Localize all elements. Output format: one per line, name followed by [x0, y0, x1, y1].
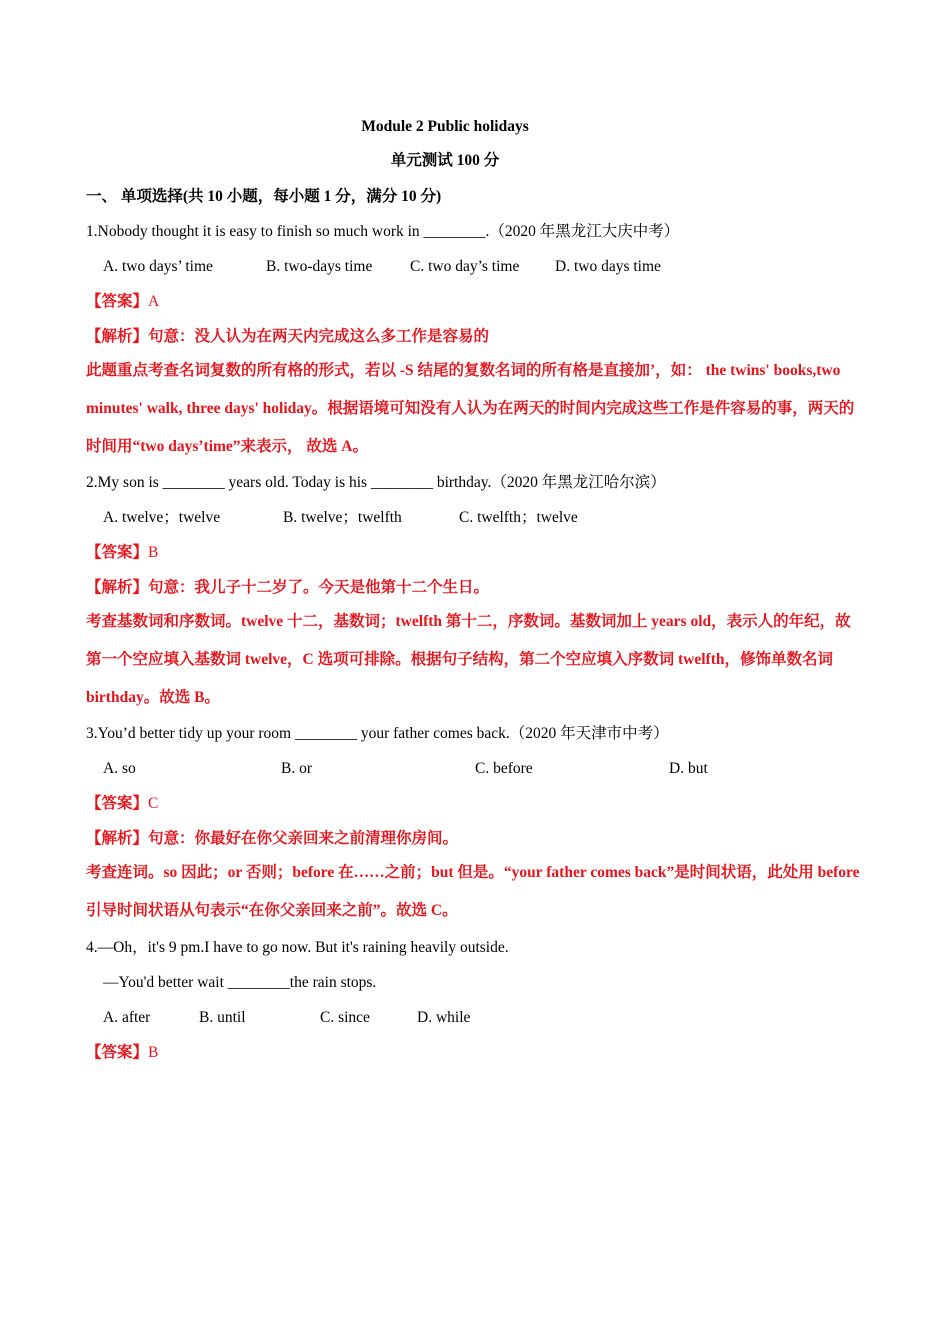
option: A. after: [103, 1009, 151, 1026]
question-2-stem: 2.My son is ________ years old. Today is his ________ birthday.（2020 年黑龙江哈尔滨）: [86, 474, 666, 491]
question-2-explanation: 考查基数词和序数词。twelve 十二，基数词；twelfth 第十二，序数词。基数词加上 years old，表示人的年纪，故第一个空应填入基数词 twelve，C 选项可排除。根据句子结构，第二个空应填入序数词 twelfth，修饰单数名词 birthday。故选 B。: [86, 613, 851, 706]
analysis-tag: 【解析】: [86, 579, 149, 596]
answer-value: A: [148, 293, 160, 310]
document-subtitle: 单元测试 100 分: [390, 152, 500, 169]
answer-value: B: [148, 544, 159, 561]
option: C. twelfth；twelve: [459, 509, 578, 526]
answer-value: B: [148, 1044, 159, 1061]
option: A. two days’ time: [103, 258, 213, 275]
option: C. two day’s time: [410, 258, 520, 275]
answer-tag: 【答案】: [86, 1044, 149, 1061]
answer-tag: 【答案】: [86, 795, 149, 812]
question-1-explanation: 此题重点考查名词复数的所有格的形式，若以 -S 结尾的复数名词的所有格是直接加’，如： the twins' books,two minutes' walk, three days' holiday。根据语境可知没有人认为在两天的时间内完成这些工作是件容易的事，两天的时间用“two days’time”来表示， 故选 A。: [86, 362, 855, 455]
answer-tag: 【答案】: [86, 544, 149, 561]
question-3-meaning: 【解析】句意：你最好在你父亲回来之前清理你房间。: [86, 830, 459, 847]
question-2-meaning: 【解析】句意：我儿子十二岁了。今天是他第十二个生日。: [86, 579, 490, 596]
option: B. two-days time: [266, 258, 373, 275]
option: D. two days time: [555, 258, 661, 275]
option: D. but: [669, 760, 708, 777]
question-1-answer: [86, 292, 159, 312]
option: A. twelve；twelve: [103, 509, 221, 526]
option: C. since: [320, 1009, 370, 1026]
question-4-stem: 4.—Oh，it's 9 pm.I have to go now. But it's raining heavily outside.: [86, 939, 509, 956]
option: B. or: [281, 760, 312, 777]
question-1-meaning: 【解析】句意：没人认为在两天内完成这么多工作是容易的: [86, 328, 490, 345]
option: B. until: [199, 1009, 246, 1026]
question-2-answer: [86, 543, 158, 563]
question-4-stem-reply: —You'd better wait ________the rain stops.: [103, 974, 377, 991]
option: C. before: [475, 760, 533, 777]
question-3-answer: [86, 794, 158, 814]
analysis-tag: 【解析】: [86, 830, 149, 847]
option: D. while: [417, 1009, 471, 1026]
option: B. twelve；twelfth: [283, 509, 402, 526]
option: A. so: [103, 760, 136, 777]
document-title: Module 2 Public holidays: [361, 118, 529, 135]
answer-value: C: [148, 795, 159, 812]
answer-tag: 【答案】: [86, 293, 149, 310]
section-heading: 一、 单项选择(共 10 小题，每小题 1 分，满分 10 分): [86, 188, 442, 205]
question-4-answer: [86, 1043, 158, 1063]
question-1-stem: 1.Nobody thought it is easy to finish so much work in ________.（2020 年黑龙江大庆中考）: [86, 223, 680, 240]
question-3-stem: 3.You’d better tidy up your room ________ your father comes back.（2020 年天津市中考）: [86, 725, 669, 742]
question-3-explanation: 考查连词。so 因此；or 否则；before 在……之前；but 但是。“your father comes back”是时间状语，此处用 before 引导时间状语从句表示“在你父亲回来之前”。故选 C。: [86, 864, 860, 919]
analysis-tag: 【解析】: [86, 328, 149, 345]
